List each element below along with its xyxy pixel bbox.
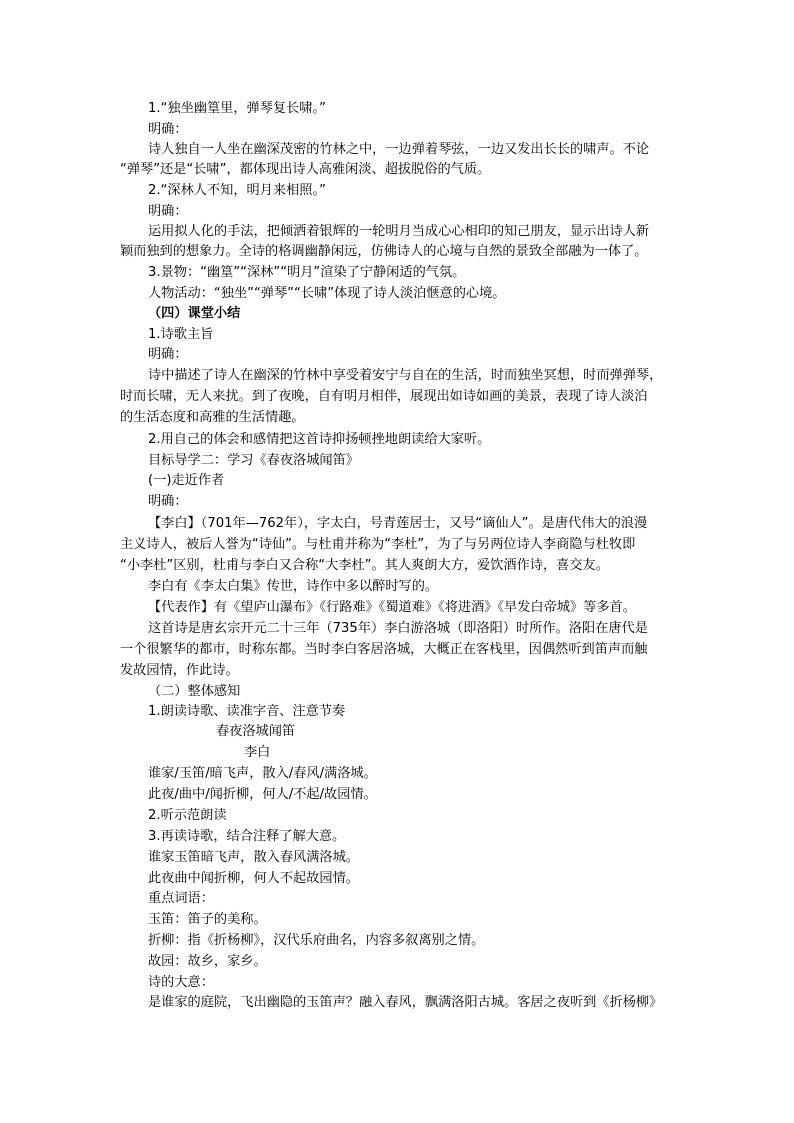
text-line: 折柳：指《折杨柳》，汉代乐府曲名，内容多叙离别之情。 bbox=[148, 933, 485, 948]
poem-line: 此夜曲中闻折柳，何人不起故园情。 bbox=[148, 871, 359, 886]
text-line: 李白有《李太白集》传世，诗作中多以醉时写的。 bbox=[148, 579, 439, 594]
text-line: “弹琴”还是“长啸”，都体现出诗人高雅闲淡、超拔脱俗的气质。 bbox=[120, 162, 491, 177]
text-line: 重点词语： bbox=[148, 891, 214, 906]
text-line: 1.诗歌主旨 bbox=[148, 327, 214, 342]
text-line: 一个很繁华的都市，时称东都。当时李白客居洛城，大概正在客栈里，因偶然听到笛声而触 bbox=[120, 642, 648, 657]
section-heading: （二）整体感知 bbox=[148, 684, 241, 699]
text-line: “小李杜”区别，杜甫与李白又合称“大李杜”。其人爽朗大方，爱饮酒作诗，喜交友。 bbox=[120, 558, 609, 573]
text-line: 2.用自己的体会和感情把这首诗抑扬顿挫地朗读给大家听。 bbox=[148, 432, 491, 447]
text-line: 的生活态度和高雅的生活情趣。 bbox=[120, 410, 305, 425]
poem-title: 春夜洛城闻笛 bbox=[216, 724, 296, 739]
text-line: 明确： bbox=[148, 204, 188, 219]
poem-line: 此夜/曲中/闻折柳，何人/不起/故园情。 bbox=[148, 787, 377, 802]
text-line: 【李白】（701年—762年），字太白，号青莲居士，又号“谪仙人”。是唐代伟大的浪漫 bbox=[148, 516, 648, 531]
text-line: 明确： bbox=[148, 494, 188, 509]
text-line: 时而长啸，无人来扰。到了夜晚，自有明月相伴，展现出如诗如画的美景，表现了诗人淡泊 bbox=[120, 389, 648, 404]
text-line: 3.再读诗歌，结合注释了解大意。 bbox=[148, 829, 346, 844]
text-line: 主义诗人，被后人誉为“诗仙”。与杜甫并称为“李杜”，为了与另两位诗人李商隐与杜牧即 bbox=[120, 537, 636, 552]
text-line: 诗中描述了诗人在幽深的竹林中享受着安宁与自在的生活，时而独坐冥想，时而弹弹琴， bbox=[148, 368, 663, 383]
text-line: 明确： bbox=[148, 122, 188, 137]
section-heading: （四）课堂小结 bbox=[148, 306, 241, 321]
text-line: 诗人独自一人坐在幽深茂密的竹林之中，一边弹着琴弦，一边又发出长长的啸声。不论 bbox=[148, 142, 650, 157]
text-line: 人物活动：“独坐”“弹琴”“长啸”体现了诗人淡泊惬意的心境。 bbox=[148, 286, 506, 301]
poem-line: 谁家/玉笛/暗飞声，散入/春风/满洛城。 bbox=[148, 766, 377, 781]
text-line: 故园：故乡，家乡。 bbox=[148, 954, 267, 969]
text-line: 明确： bbox=[148, 347, 188, 362]
text-line: 1.朗读诗歌、读准字音、注意节奏 bbox=[148, 704, 346, 719]
text-line: 3.景物：“幽篁”“深林”“明月”渲染了宁静闲适的气氛。 bbox=[148, 265, 466, 280]
text-line: 2.听示范朗读 bbox=[148, 808, 227, 823]
text-line: 运用拟人化的手法，把倾洒着银辉的一轮明月当成心心相印的知己朋友，显示出诗人新 bbox=[148, 224, 650, 239]
text-line: 发故园情，作此诗。 bbox=[120, 663, 239, 678]
text-line: 这首诗是唐玄宗开元二十三年（735年）李白游洛城（即洛阳）时所作。洛阳在唐代是 bbox=[148, 621, 648, 636]
text-line: 诗的大意： bbox=[148, 975, 214, 990]
text-line: 是谁家的庭院，飞出幽隐的玉笛声？融入春风，飘满洛阳古城。客居之夜听到《折杨柳》 bbox=[148, 995, 663, 1010]
text-line: 2.“深林人不知，明月来相照。” bbox=[148, 183, 326, 198]
text-line: 玉笛：笛子的美称。 bbox=[148, 912, 267, 927]
section-heading: 目标导学二：学习《春夜洛城闻笛》 bbox=[148, 453, 359, 468]
text-line: 【代表作】有《望庐山瀑布》《行路难》《蜀道难》《将进酒》《早发白帝城》等多首。 bbox=[148, 600, 636, 615]
poem-line: 谁家玉笛暗飞声，散入春风满洛城。 bbox=[148, 850, 359, 865]
text-line: 1.“独坐幽篁里，弹琴复长啸。” bbox=[148, 101, 326, 116]
section-heading: (一)走近作者 bbox=[148, 473, 225, 488]
poem-author: 李白 bbox=[244, 745, 271, 760]
text-line: 颖而独到的想象力。全诗的格调幽静闲远，仿佛诗人的心境与自然的景致全部融为一体了。 bbox=[120, 244, 648, 259]
